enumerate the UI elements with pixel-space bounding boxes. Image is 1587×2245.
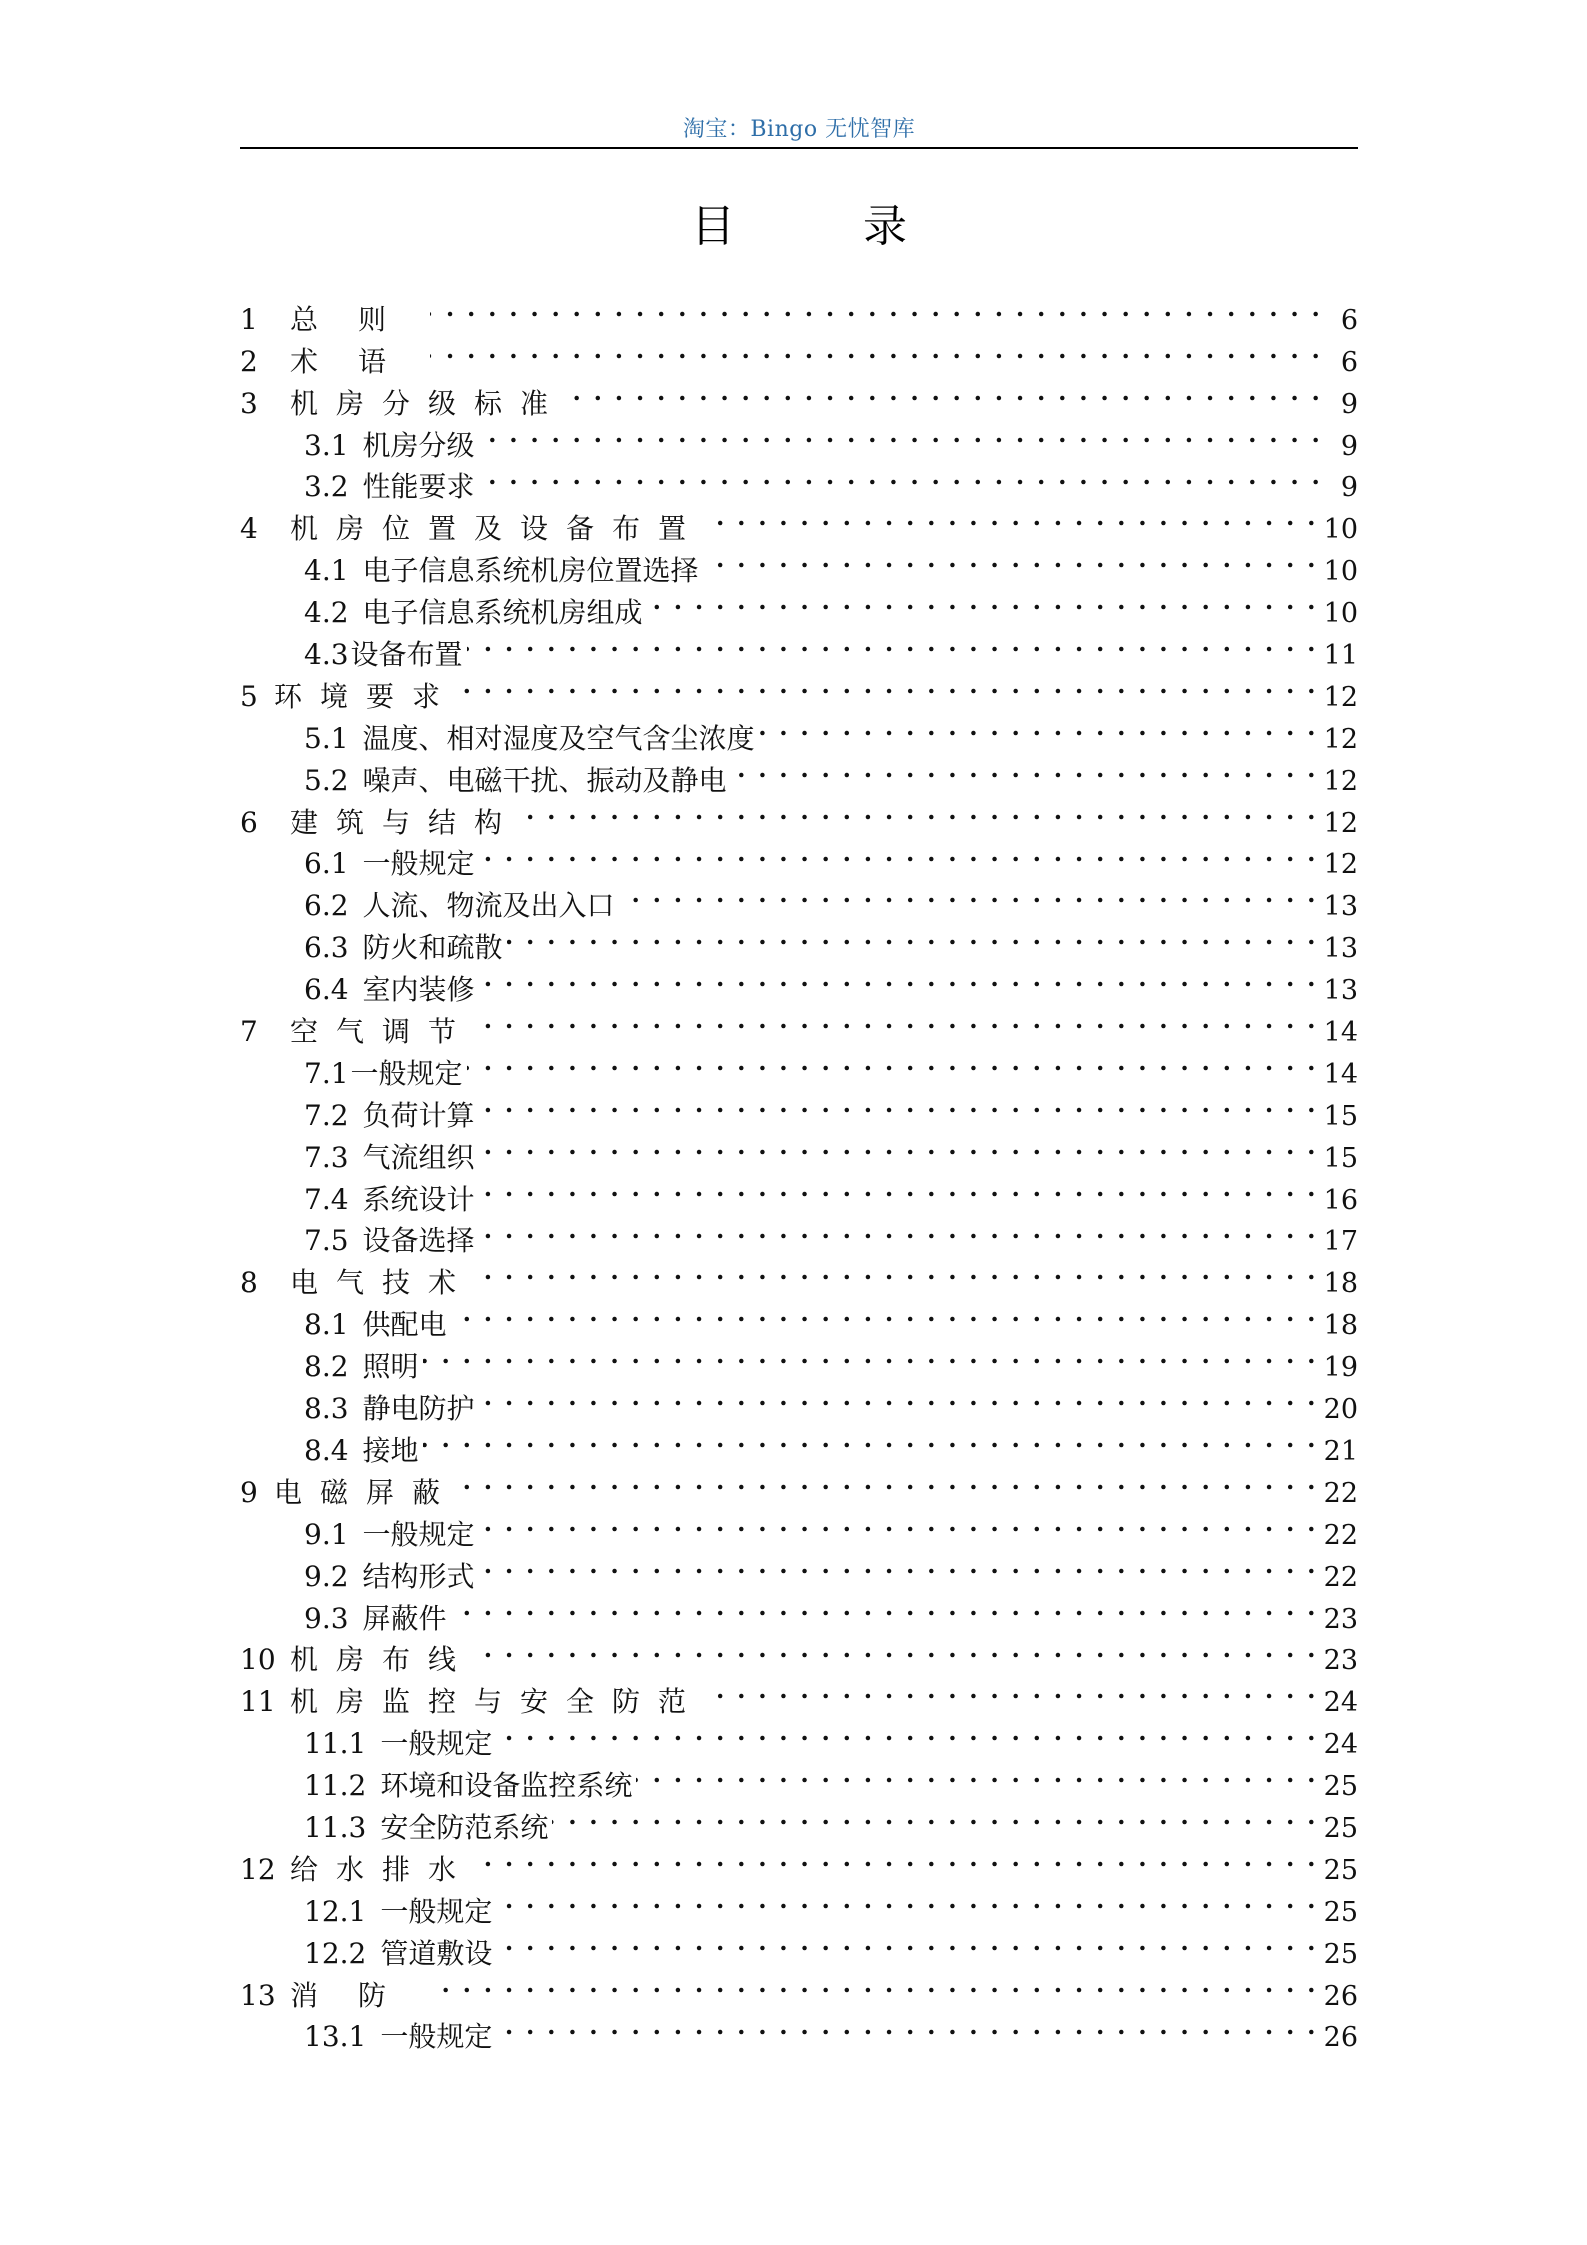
- toc-page-number: 12: [1323, 849, 1358, 881]
- toc-page-number: 25: [1323, 1771, 1358, 1803]
- toc-leader-dots: [479, 1376, 1318, 1418]
- toc-label: 电子信息系统机房组成: [362, 596, 643, 630]
- toc-number: 6.3: [304, 931, 349, 965]
- toc-page-number: 18: [1323, 1268, 1358, 1300]
- toc-number: 8.3: [304, 1392, 349, 1426]
- toc-page-number: 10: [1323, 514, 1358, 546]
- toc-page-number: 21: [1323, 1435, 1358, 1467]
- toc-label: 电子信息系统机房位置选择: [362, 554, 699, 588]
- toc-number: 12.1: [304, 1894, 367, 1928]
- toc-leader-dots: [524, 790, 1318, 832]
- toc-label: 机房监控与安全防范: [290, 1685, 705, 1719]
- toc-number: 6.4: [304, 973, 349, 1007]
- toc-page-number: 12: [1323, 807, 1358, 839]
- toc-title-part1: 目: [691, 201, 735, 252]
- toc-label: 接地: [362, 1433, 419, 1467]
- toc-page-number: 24: [1323, 1687, 1358, 1719]
- toc-label: 一般规定: [380, 2020, 493, 2054]
- toc-leader-dots: [647, 580, 1318, 622]
- toc-label: 静电防护: [362, 1392, 475, 1426]
- toc-leader-dots: [462, 1460, 1318, 1502]
- toc-label: 空气调节: [290, 1015, 475, 1049]
- toc-label: 负荷计算: [362, 1098, 475, 1132]
- toc-leader-dots: [479, 1125, 1318, 1167]
- toc-number: 10: [240, 1643, 276, 1677]
- toc-number: 9.1: [304, 1517, 349, 1551]
- toc-label: 照明: [362, 1350, 419, 1384]
- toc-leader-dots: [478, 1837, 1318, 1879]
- toc-page-number: 15: [1323, 1100, 1358, 1132]
- toc-label: 性能要求: [362, 470, 475, 504]
- toc-number: 7.1: [304, 1056, 349, 1090]
- toc-number: 5: [240, 679, 258, 713]
- toc-number: 13: [240, 1978, 276, 2012]
- toc-number: 8.2: [304, 1350, 349, 1384]
- toc-number: 9.2: [304, 1559, 349, 1593]
- toc-label: 设备选择: [362, 1224, 475, 1258]
- toc-leader-dots: [451, 1586, 1318, 1628]
- toc-leader-dots: [496, 1711, 1317, 1753]
- toc-leader-dots: [708, 496, 1318, 538]
- toc-number: 12.2: [304, 1936, 367, 1970]
- toc-leader-dots: [496, 2005, 1317, 2047]
- toc-leader-dots: [507, 915, 1318, 957]
- toc-label: 一般规定: [362, 847, 475, 881]
- toc-page-number: 10: [1323, 598, 1358, 630]
- toc-label: 一般规定: [380, 1727, 493, 1761]
- toc-label: 建筑与结构: [290, 805, 521, 839]
- toc-title: [240, 190, 1358, 254]
- toc-page-number: 9: [1340, 430, 1358, 462]
- toc-leader-dots: [496, 1921, 1317, 1963]
- toc-number: 3.2: [304, 470, 349, 504]
- toc-leader-dots: [479, 957, 1318, 999]
- toc-leader-dots: [636, 1753, 1317, 1795]
- toc-number: 9.3: [304, 1601, 349, 1635]
- toc-number: 7.2: [304, 1098, 349, 1132]
- table-of-contents: [240, 287, 1358, 2054]
- toc-page-number: 6: [1340, 346, 1358, 378]
- toc-page-number: 23: [1323, 1645, 1358, 1677]
- toc-label: 机房分级标准: [290, 386, 567, 420]
- toc-number: 11: [240, 1685, 276, 1719]
- toc-label: 术语: [290, 344, 427, 378]
- toc-page-number: 19: [1323, 1352, 1358, 1384]
- toc-label: 结构形式: [362, 1559, 475, 1593]
- toc-number: 8.1: [304, 1308, 349, 1342]
- toc-leader-dots: [430, 1963, 1318, 2005]
- toc-leader-dots: [731, 748, 1318, 790]
- toc-leader-dots: [423, 1334, 1318, 1376]
- toc-label: 系统设计: [362, 1182, 475, 1216]
- toc-leader-dots: [430, 329, 1322, 371]
- toc-label: 安全防范系统: [380, 1810, 549, 1844]
- toc-leader-dots: [479, 832, 1318, 874]
- toc-leader-dots: [467, 622, 1318, 664]
- toc-label: 机房位置及设备布置: [290, 512, 705, 546]
- toc-label: 一般规定: [350, 1056, 463, 1090]
- toc-leader-dots: [496, 1879, 1317, 1921]
- toc-label: 环境要求: [274, 679, 459, 713]
- toc-entry-1[interactable]: [240, 287, 1358, 336]
- toc-leader-dots: [478, 999, 1318, 1041]
- header-divider: [240, 147, 1358, 149]
- toc-leader-dots: [462, 664, 1318, 706]
- toc-label: 总则: [290, 302, 427, 336]
- toc-page-number: 25: [1323, 1854, 1358, 1886]
- toc-leader-dots: [479, 455, 1322, 497]
- toc-page-number: 12: [1323, 765, 1358, 797]
- toc-leader-dots: [478, 1628, 1318, 1670]
- toc-number: 11.3: [304, 1810, 367, 1844]
- toc-page-number: 26: [1323, 2022, 1358, 2054]
- toc-label: 一般规定: [380, 1894, 493, 1928]
- toc-page-number: 25: [1323, 1812, 1358, 1844]
- toc-number: 11.2: [304, 1769, 367, 1803]
- toc-leader-dots: [479, 1502, 1318, 1544]
- toc-number: 7: [240, 1015, 258, 1049]
- toc-label: 人流、物流及出入口: [362, 889, 615, 923]
- toc-page-number: 13: [1323, 933, 1358, 965]
- toc-number: 2: [240, 344, 258, 378]
- toc-page-number: 25: [1323, 1938, 1358, 1970]
- toc-leader-dots: [430, 287, 1322, 329]
- toc-leader-dots: [703, 538, 1318, 580]
- page-header: 淘宝：Bingo 无忧智库: [682, 117, 916, 142]
- toc-number: 8.4: [304, 1433, 349, 1467]
- toc-page-number: 14: [1323, 1017, 1358, 1049]
- toc-page-number: 15: [1323, 1142, 1358, 1174]
- toc-page-number: 16: [1323, 1184, 1358, 1216]
- toc-label: 环境和设备监控系统: [380, 1769, 633, 1803]
- toc-number: 8: [240, 1266, 258, 1300]
- toc-label: 消防: [290, 1978, 427, 2012]
- toc-number: 4: [240, 512, 258, 546]
- toc-label: 给水排水: [290, 1852, 475, 1886]
- toc-label: 设备布置: [350, 638, 463, 672]
- toc-label: 防火和疏散: [362, 931, 503, 965]
- toc-label: 供配电: [362, 1308, 447, 1342]
- toc-leader-dots: [423, 1418, 1318, 1460]
- toc-leader-dots: [570, 371, 1322, 413]
- toc-page-number: 9: [1340, 472, 1358, 504]
- toc-number: 5.2: [304, 763, 349, 797]
- toc-page-number: 22: [1323, 1519, 1358, 1551]
- toc-leader-dots: [467, 1041, 1318, 1083]
- toc-number: 7.4: [304, 1182, 349, 1216]
- toc-page-number: 23: [1323, 1603, 1358, 1635]
- toc-label: 屏蔽件: [362, 1601, 447, 1635]
- toc-leader-dots: [478, 1250, 1318, 1292]
- toc-number: 12: [240, 1852, 276, 1886]
- toc-label: 室内装修: [362, 973, 475, 1007]
- toc-page-number: 13: [1323, 975, 1358, 1007]
- toc-label: 一般规定: [362, 1517, 475, 1551]
- toc-page-number: 18: [1323, 1310, 1358, 1342]
- toc-page-number: 22: [1323, 1561, 1358, 1593]
- toc-label: 气流组织: [362, 1140, 475, 1174]
- toc-page-number: 6: [1340, 304, 1358, 336]
- toc-number: 5.1: [304, 721, 349, 755]
- toc-number: 6.1: [304, 847, 349, 881]
- toc-title-part2: 录: [863, 201, 907, 252]
- toc-leader-dots: [759, 706, 1318, 748]
- toc-page-number: 25: [1323, 1896, 1358, 1928]
- toc-page-number: 10: [1323, 556, 1358, 588]
- toc-page-number: 26: [1323, 1980, 1358, 2012]
- toc-leader-dots: [451, 1292, 1318, 1334]
- toc-label: 噪声、电磁干扰、振动及静电: [362, 763, 727, 797]
- toc-number: 4.2: [304, 596, 349, 630]
- toc-page-number: 12: [1323, 681, 1358, 713]
- toc-number: 7.5: [304, 1224, 349, 1258]
- toc-label: 机房布线: [290, 1643, 475, 1677]
- toc-leader-dots: [479, 1083, 1318, 1125]
- toc-leader-dots: [708, 1669, 1318, 1711]
- toc-leader-dots: [552, 1795, 1317, 1837]
- toc-number: 3.1: [304, 428, 349, 462]
- toc-number: 7.3: [304, 1140, 349, 1174]
- toc-page-number: 14: [1323, 1058, 1358, 1090]
- toc-number: 3: [240, 386, 258, 420]
- toc-leader-dots: [619, 873, 1318, 915]
- toc-page-number: 9: [1340, 388, 1358, 420]
- toc-page-number: 20: [1323, 1394, 1358, 1426]
- toc-label: 机房分级: [362, 428, 475, 462]
- toc-page-number: 17: [1323, 1226, 1358, 1258]
- toc-number: 4.1: [304, 554, 349, 588]
- toc-leader-dots: [479, 1544, 1318, 1586]
- toc-number: 4.3: [304, 638, 349, 672]
- toc-leader-dots: [479, 1209, 1318, 1251]
- toc-number: 11.1: [304, 1727, 367, 1761]
- toc-page-number: 13: [1323, 891, 1358, 923]
- toc-leader-dots: [479, 1167, 1318, 1209]
- toc-leader-dots: [479, 413, 1322, 455]
- toc-number: 13.1: [304, 2020, 367, 2054]
- toc-number: 6: [240, 805, 258, 839]
- toc-number: 6.2: [304, 889, 349, 923]
- toc-page-number: 12: [1323, 723, 1358, 755]
- toc-page-number: 22: [1323, 1477, 1358, 1509]
- toc-page-number: 11: [1323, 640, 1358, 672]
- toc-number: 1: [240, 302, 258, 336]
- toc-label: 电气技术: [290, 1266, 475, 1300]
- toc-page-number: 24: [1323, 1729, 1358, 1761]
- toc-number: 9: [240, 1475, 258, 1509]
- toc-label: 温度、相对湿度及空气含尘浓度: [362, 721, 755, 755]
- toc-label: 电磁屏蔽: [274, 1475, 459, 1509]
- toc-label: 管道敷设: [380, 1936, 493, 1970]
